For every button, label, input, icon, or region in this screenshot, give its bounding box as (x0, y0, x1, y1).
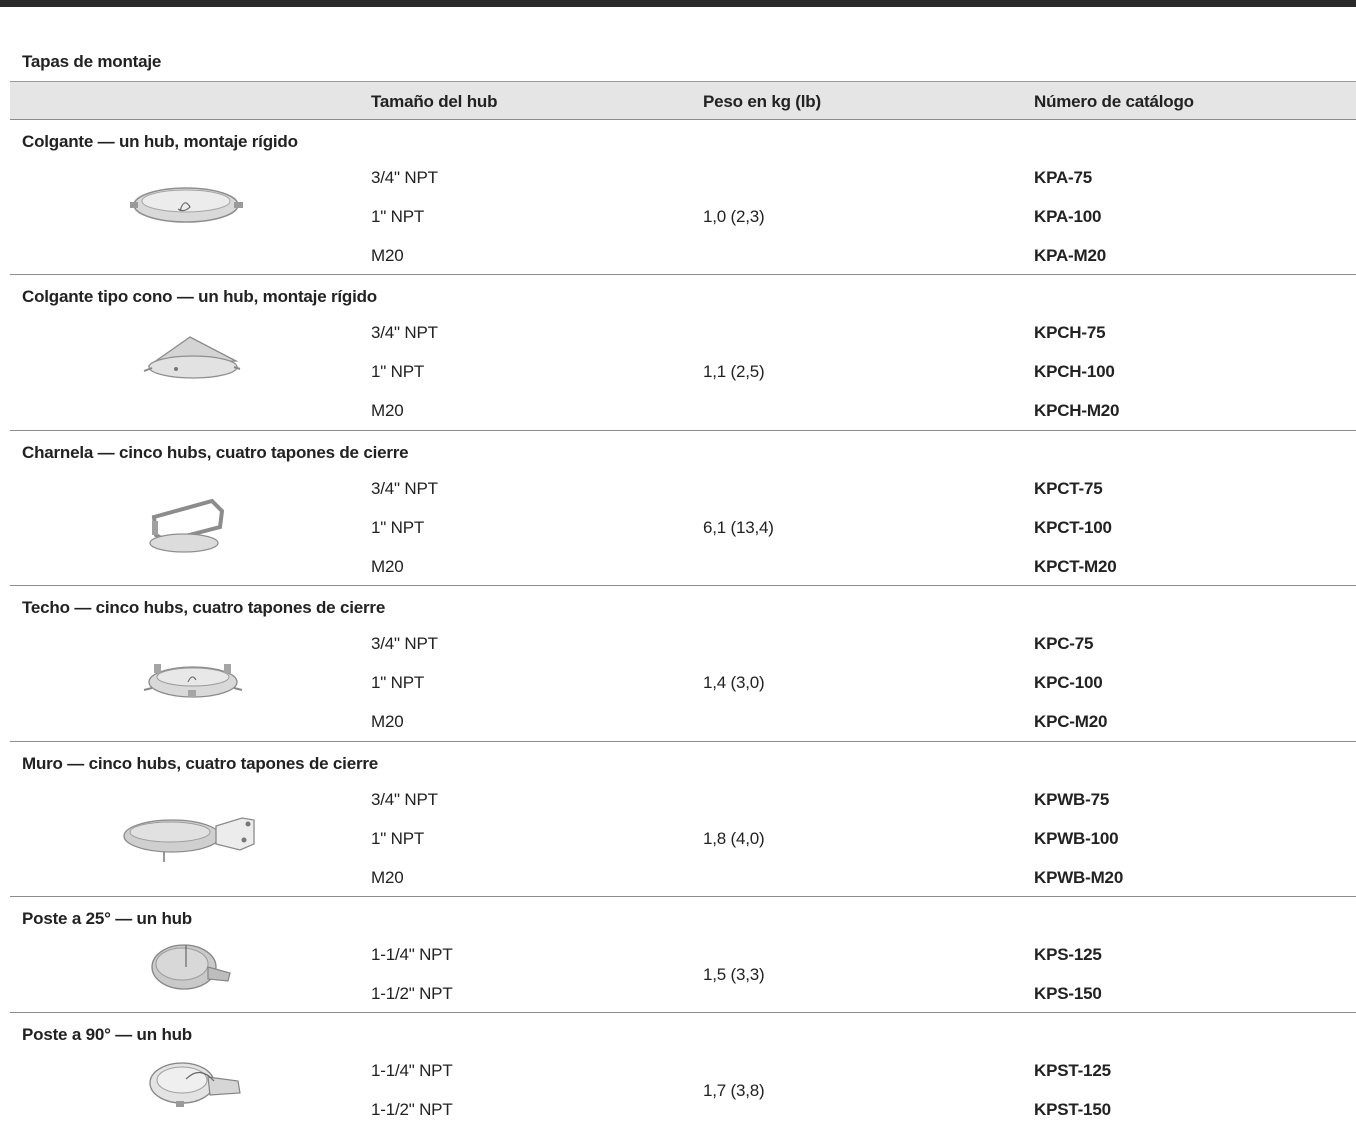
hub-size-cell: 1" NPT (371, 673, 425, 692)
section-wall-bracket (10, 741, 1356, 897)
hub-size-cell: 1" NPT (371, 362, 425, 381)
hub-size-cell: 1-1/4" NPT (371, 1061, 453, 1080)
hub-size-cell: 1-1/4" NPT (371, 945, 453, 964)
catalog-number: KPWB-100 (1034, 829, 1119, 848)
ceiling-cover-icon (140, 656, 246, 706)
catalog-number: KPST-125 (1034, 1061, 1111, 1080)
weight-cell: 1,5 (3,3) (703, 965, 765, 984)
catalog-number: KPCH-M20 (1034, 401, 1120, 420)
section-title: Poste a 90° — un hub (22, 1025, 192, 1044)
hub-size-cell: 1-1/2" NPT (371, 984, 453, 1003)
header-weight: Peso en kg (lb) (703, 92, 821, 111)
hub-size-cell: 1" NPT (371, 518, 425, 537)
hub-size-cell: 3/4" NPT (371, 790, 438, 809)
catalog-number: KPC-100 (1034, 673, 1103, 692)
section-title: Colgante — un hub, montaje rígido (22, 132, 298, 151)
section-title: Muro — cinco hubs, cuatro tapones de cierre (22, 754, 379, 773)
catalog-number: KPCH-75 (1034, 323, 1106, 342)
section-title: Techo — cinco hubs, cuatro tapones de cierre (22, 598, 386, 617)
catalog-number: KPA-M20 (1034, 246, 1106, 265)
section-trunnion (10, 430, 1356, 586)
hub-size-cell: 1" NPT (371, 207, 425, 226)
hub-size-cell: 1-1/2" NPT (371, 1100, 453, 1119)
section-title: Charnela — cinco hubs, cuatro tapones de cierre (22, 443, 409, 462)
weight-cell: 1,7 (3,8) (703, 1081, 765, 1100)
hub-size-cell: M20 (371, 557, 404, 576)
hub-size-cell: 3/4" NPT (371, 323, 438, 342)
top-rule (0, 0, 1356, 7)
catalog-number: KPCH-100 (1034, 362, 1115, 381)
weight-cell: 6,1 (13,4) (703, 518, 774, 537)
catalog-number: KPS-150 (1034, 984, 1102, 1003)
weight-cell: 1,4 (3,0) (703, 673, 765, 692)
section-pendant (10, 119, 1356, 274)
catalog-number: KPA-75 (1034, 168, 1093, 187)
hub-size-cell: 3/4" NPT (371, 634, 438, 653)
catalog-number: KPWB-M20 (1034, 868, 1124, 887)
catalog-number: KPC-75 (1034, 634, 1094, 653)
catalog-number: KPCT-M20 (1034, 557, 1117, 576)
weight-cell: 1,1 (2,5) (703, 362, 765, 381)
catalog-number: KPWB-75 (1034, 790, 1110, 809)
catalog-number: KPS-125 (1034, 945, 1102, 964)
section-cone-pendant (10, 274, 1356, 430)
cone-pendant-cover-icon (140, 331, 246, 387)
trunnion-cover-icon (140, 497, 246, 557)
hub-size-cell: M20 (371, 401, 404, 420)
section-title: Colgante tipo cono — un hub, montaje rígido (22, 287, 377, 306)
hub-size-cell: 3/4" NPT (371, 479, 438, 498)
catalog-number: KPC-M20 (1034, 712, 1108, 731)
hub-size-cell: M20 (371, 246, 404, 265)
hub-size-cell: M20 (371, 868, 404, 887)
pendant-cover-icon (128, 181, 246, 227)
section-stanchion-25 (10, 896, 1356, 1013)
catalog-number: KPST-150 (1034, 1100, 1111, 1119)
weight-cell: 1,0 (2,3) (703, 207, 765, 226)
stanchion-25-cover-icon (146, 937, 236, 995)
hub-size-cell: 1" NPT (371, 829, 425, 848)
section-stanchion-90 (10, 1012, 1356, 1125)
catalog-number: KPCT-75 (1034, 479, 1103, 498)
hub-size-cell: 3/4" NPT (371, 168, 438, 187)
section-title: Poste a 25° — un hub (22, 909, 192, 928)
header-catalog: Número de catálogo (1034, 92, 1194, 111)
catalog-number: KPA-100 (1034, 207, 1102, 226)
table-header (10, 81, 1356, 120)
catalog-number: KPCT-100 (1034, 518, 1112, 537)
page-title: Tapas de montaje (22, 52, 162, 71)
wall-bracket-cover-icon (120, 810, 260, 870)
section-ceiling (10, 585, 1356, 741)
weight-cell: 1,8 (4,0) (703, 829, 765, 848)
stanchion-90-cover-icon (146, 1055, 246, 1109)
hub-size-cell: M20 (371, 712, 404, 731)
header-hub-size: Tamaño del hub (371, 92, 498, 111)
